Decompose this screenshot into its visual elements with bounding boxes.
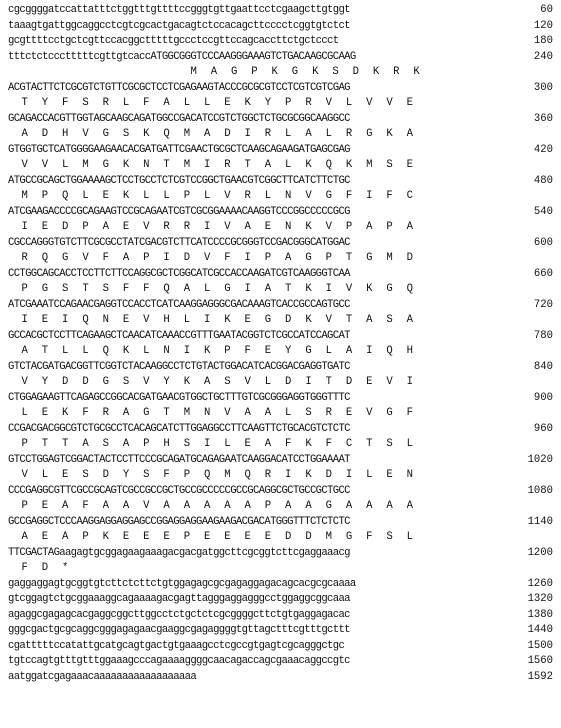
position-number: 1140 [527,515,553,528]
nucleotide-sequence: ACGTACTTCTCGCGTCTGTTCGCGCTCCTCGAGAAGTACCCGCGCGTCCTCGTCGTCGAG [8,81,350,94]
nucleotide-sequence: gaggaggagtgcggtgtcttctcttctgtggagagcgcgagaggagacagcacgcgcaaaa [8,577,356,590]
amino-acid-sequence: M A G P K G K S D K R K [8,66,421,78]
amino-acid-line [8,375,553,391]
nucleotide-line [8,34,553,50]
amino-acid-sequence: F D * [8,562,69,574]
position-number: 480 [533,174,553,187]
amino-acid-line [8,158,553,174]
position-number: 1560 [527,655,553,667]
nucleotide-line [8,623,553,639]
nucleotide-line [8,329,553,345]
position-number: 900 [533,391,553,404]
position-number: 540 [533,205,553,218]
nucleotide-line [8,143,553,159]
nucleotide-line [8,577,553,593]
amino-acid-line [8,530,553,546]
nucleotide-sequence: ATCGAAATCCAGAACGAGGTCCACCTCATCAAGGAGGGCGACAAAGTCACCGCCAGTGCC [8,298,350,311]
nucleotide-line [8,484,553,500]
amino-acid-line [8,561,553,577]
nucleotide-sequence: GCCACGCTCCTTCAGAAGCTCAACATCAAACCGTTTGAATACGGTCTCGCCATCCAGCAT [8,329,350,342]
amino-acid-line [8,499,553,515]
nucleotide-line [8,391,553,407]
position-number: 1200 [527,546,553,559]
position-number: 960 [533,422,553,435]
nucleotide-sequence: gcgttttcctgctcgttccacggctttttgccctccgttccagcaccttctgctccct [8,35,339,47]
nucleotide-line [8,360,553,376]
sequence-listing [8,3,553,685]
nucleotide-line [8,19,553,35]
position-number: 780 [533,329,553,342]
nucleotide-line [8,592,553,608]
nucleotide-line [8,298,553,314]
amino-acid-sequence: A T L L Q K L N I K P F E Y G L A I Q H [8,345,414,357]
nucleotide-line [8,267,553,283]
nucleotide-sequence: ATGCCGCAGCTGGAAAAGCTCCTGCCTCTCGTCCGGCTGAACGTCGGCTTCATCTTCTGC [8,174,350,187]
position-number: 720 [533,298,553,311]
nucleotide-line [8,50,553,66]
nucleotide-line [8,639,553,655]
nucleotide-sequence: aatggatcgagaaacaaaaaaaaaaaaaaaaaa [8,670,197,683]
position-number: 1592 [527,670,553,683]
amino-acid-line [8,127,553,143]
position-number: 1080 [527,484,553,497]
amino-acid-line [8,406,553,422]
amino-acid-line [8,220,553,236]
nucleotide-sequence: tgtccagtgtttgtttggaaagcccagaaaaggggcaacagaccagcgaaacaggccgtc [8,655,350,667]
amino-acid-sequence: T Y F S R L F A L L E K Y P R V L V V E [8,97,414,109]
position-number: 360 [533,112,553,125]
nucleotide-sequence: CTGGAGAAGTTCAGAGCCGGCACGATGAACGTGGCTGCTTTGTCGCGGGAGGTGGGTTTC [8,391,350,404]
amino-acid-sequence: V Y D D G S V Y K A S V L D I T D E V I [8,376,414,388]
amino-acid-sequence: L E K F R A G T M N V A A L S R E V G F [8,407,414,419]
amino-acid-line [8,251,553,267]
amino-acid-sequence: A D H V G S K Q M A D I R L A L R G K A [8,128,414,140]
position-number: 660 [533,267,553,280]
amino-acid-sequence: V V L M G K N T M I R T A L K Q K M S E [8,159,414,171]
nucleotide-sequence: ATCGAAGACCCCGCAGAAGTCCGCAGAATCGTCGCGGAAAACAAGGTCCCGGCCCCCGCG [8,205,350,218]
amino-acid-line [8,468,553,484]
nucleotide-sequence: cgcggggatccattatttctggtttgttttccgggtgttgaattcctcgaagcttgtggt [8,4,350,16]
nucleotide-line [8,670,553,686]
nucleotide-sequence: tttctctccctttttcgttgtcaccATGGCGGGTCCCAAGGGAAAGTCTGACAAGCGCAAG [8,50,356,63]
nucleotide-sequence: GCAGACCACGTTGGTAGCAAGCAGATGGCCGACATCCGTCTGGCTCTGCGCGGCAAGGCC [8,112,350,125]
position-number: 300 [533,81,553,94]
position-number: 180 [533,35,553,47]
amino-acid-sequence: P G S T S F F Q A L G I A T K I V K G Q [8,283,414,295]
nucleotide-sequence: CGCCAGGGTGTCTTCGCGCCTATCGACGTCTTCATCCCCGCGGGTCCGACGGGCATGGAC [8,236,350,249]
nucleotide-line [8,3,553,19]
amino-acid-sequence: M P Q L E K L L P L V R L N V G F I F C [8,190,414,202]
position-number: 1260 [527,577,553,590]
amino-acid-sequence: I E D P A E V R R I V A E N K V P A P A [8,221,414,233]
amino-acid-sequence: P T T A S A P H S I L E A F K F C T S L [8,438,414,450]
position-number: 1380 [527,608,553,621]
amino-acid-sequence: I E I Q N E V H L I K E G D K V T A S A [8,314,414,326]
nucleotide-line [8,515,553,531]
nucleotide-sequence: CCTGGCAGCACCTCCTTCTTCCAGGCGCTCGGCATCGCCACCAAGATCGTCAAGGGTCAA [8,267,350,280]
position-number: 840 [533,360,553,373]
position-number: 1320 [527,593,553,605]
amino-acid-sequence: V L E S D Y S F P Q M Q R I K D I L E N [8,469,414,481]
position-number: 1020 [527,453,553,466]
position-number: 600 [533,236,553,249]
nucleotide-line [8,174,553,190]
position-number: 240 [533,50,553,63]
amino-acid-line [8,189,553,205]
amino-acid-line [8,282,553,298]
nucleotide-sequence: cgatttttccatattgcatgcagtgactgtgaaagcctcgccgtgagtcgcagggctgc [8,639,345,652]
amino-acid-line [8,344,553,360]
position-number: 420 [533,143,553,156]
amino-acid-sequence: R Q G V F A P I D V F I P A G P T G M D [8,252,414,264]
nucleotide-sequence: GTGGTGCTCATGGGGAAGAACACGATGATTCGAACTGCGCTCAAGCAGAAGATGAGCGAG [8,143,350,156]
nucleotide-sequence: taaagtgattggcaggcctcgtcgcactgacagtctccacagcttcccctcggtgtctct [8,19,350,32]
position-number: 60 [540,4,553,16]
nucleotide-sequence: GTCCTGGAGTCGGACTACTCCTTCCCGCAGATGCAGAGAATCAAGGACATCCTGGAAAAT [8,453,350,466]
nucleotide-line [8,422,553,438]
nucleotide-sequence: gtcggagtctgcggaaaggcagaaaagacgagttagggaggagggcctggaggcggcaaa [8,593,350,605]
nucleotide-sequence: agaggcgagagcacgaggcggcttggcctctgctctcgcggggcttctgtgaggagacac [8,608,350,621]
amino-acid-line [8,437,553,453]
nucleotide-sequence: CCGACGACGGCGTCTGCGCCTCACAGCATCTTGGAGGCCTTCAAGTTCTGCACGTCTCTC [8,422,350,435]
nucleotide-line [8,205,553,221]
amino-acid-line [8,65,553,81]
nucleotide-line [8,81,553,97]
nucleotide-sequence: GCCGAGGCTCCCAAGGAGGAGGAGCCGGAGGAGGAAGAAGACGACATGGGTTTCTCTCTC [8,515,350,528]
nucleotide-line [8,654,553,670]
nucleotide-sequence: GTCTACGATGACGGTTCGGTCTACAAGGCCTCTGTACTGGACATCACGGACGAGGTGATC [8,360,350,373]
amino-acid-line [8,313,553,329]
position-number: 1500 [527,639,553,652]
amino-acid-sequence: A E A P K E E E P E E E E D D M G F S L [8,531,414,543]
nucleotide-sequence: gggcgactgcgcaggcgggagagaacgaaggcgagaggggtgttagctttcgtttgcttt [8,624,350,636]
nucleotide-sequence: CCCGAGGCGTTCGCCGCAGTCGCCGCCGCTGCCGCCCCCGCCGCAGGCGCTGCCGCTGCC [8,484,350,497]
nucleotide-line [8,453,553,469]
nucleotide-line [8,608,553,624]
amino-acid-sequence: P E A F A A V A A A A A P A A G A A A A [8,500,414,512]
amino-acid-line [8,96,553,112]
position-number: 1440 [527,624,553,636]
nucleotide-line [8,236,553,252]
nucleotide-line [8,112,553,128]
nucleotide-sequence: TTCGACTAGaagagtgcggagaagaaagacgacgatggcttcgcggtcttcgaggaaacg [8,546,350,559]
position-number: 120 [533,19,553,32]
nucleotide-line [8,546,553,562]
